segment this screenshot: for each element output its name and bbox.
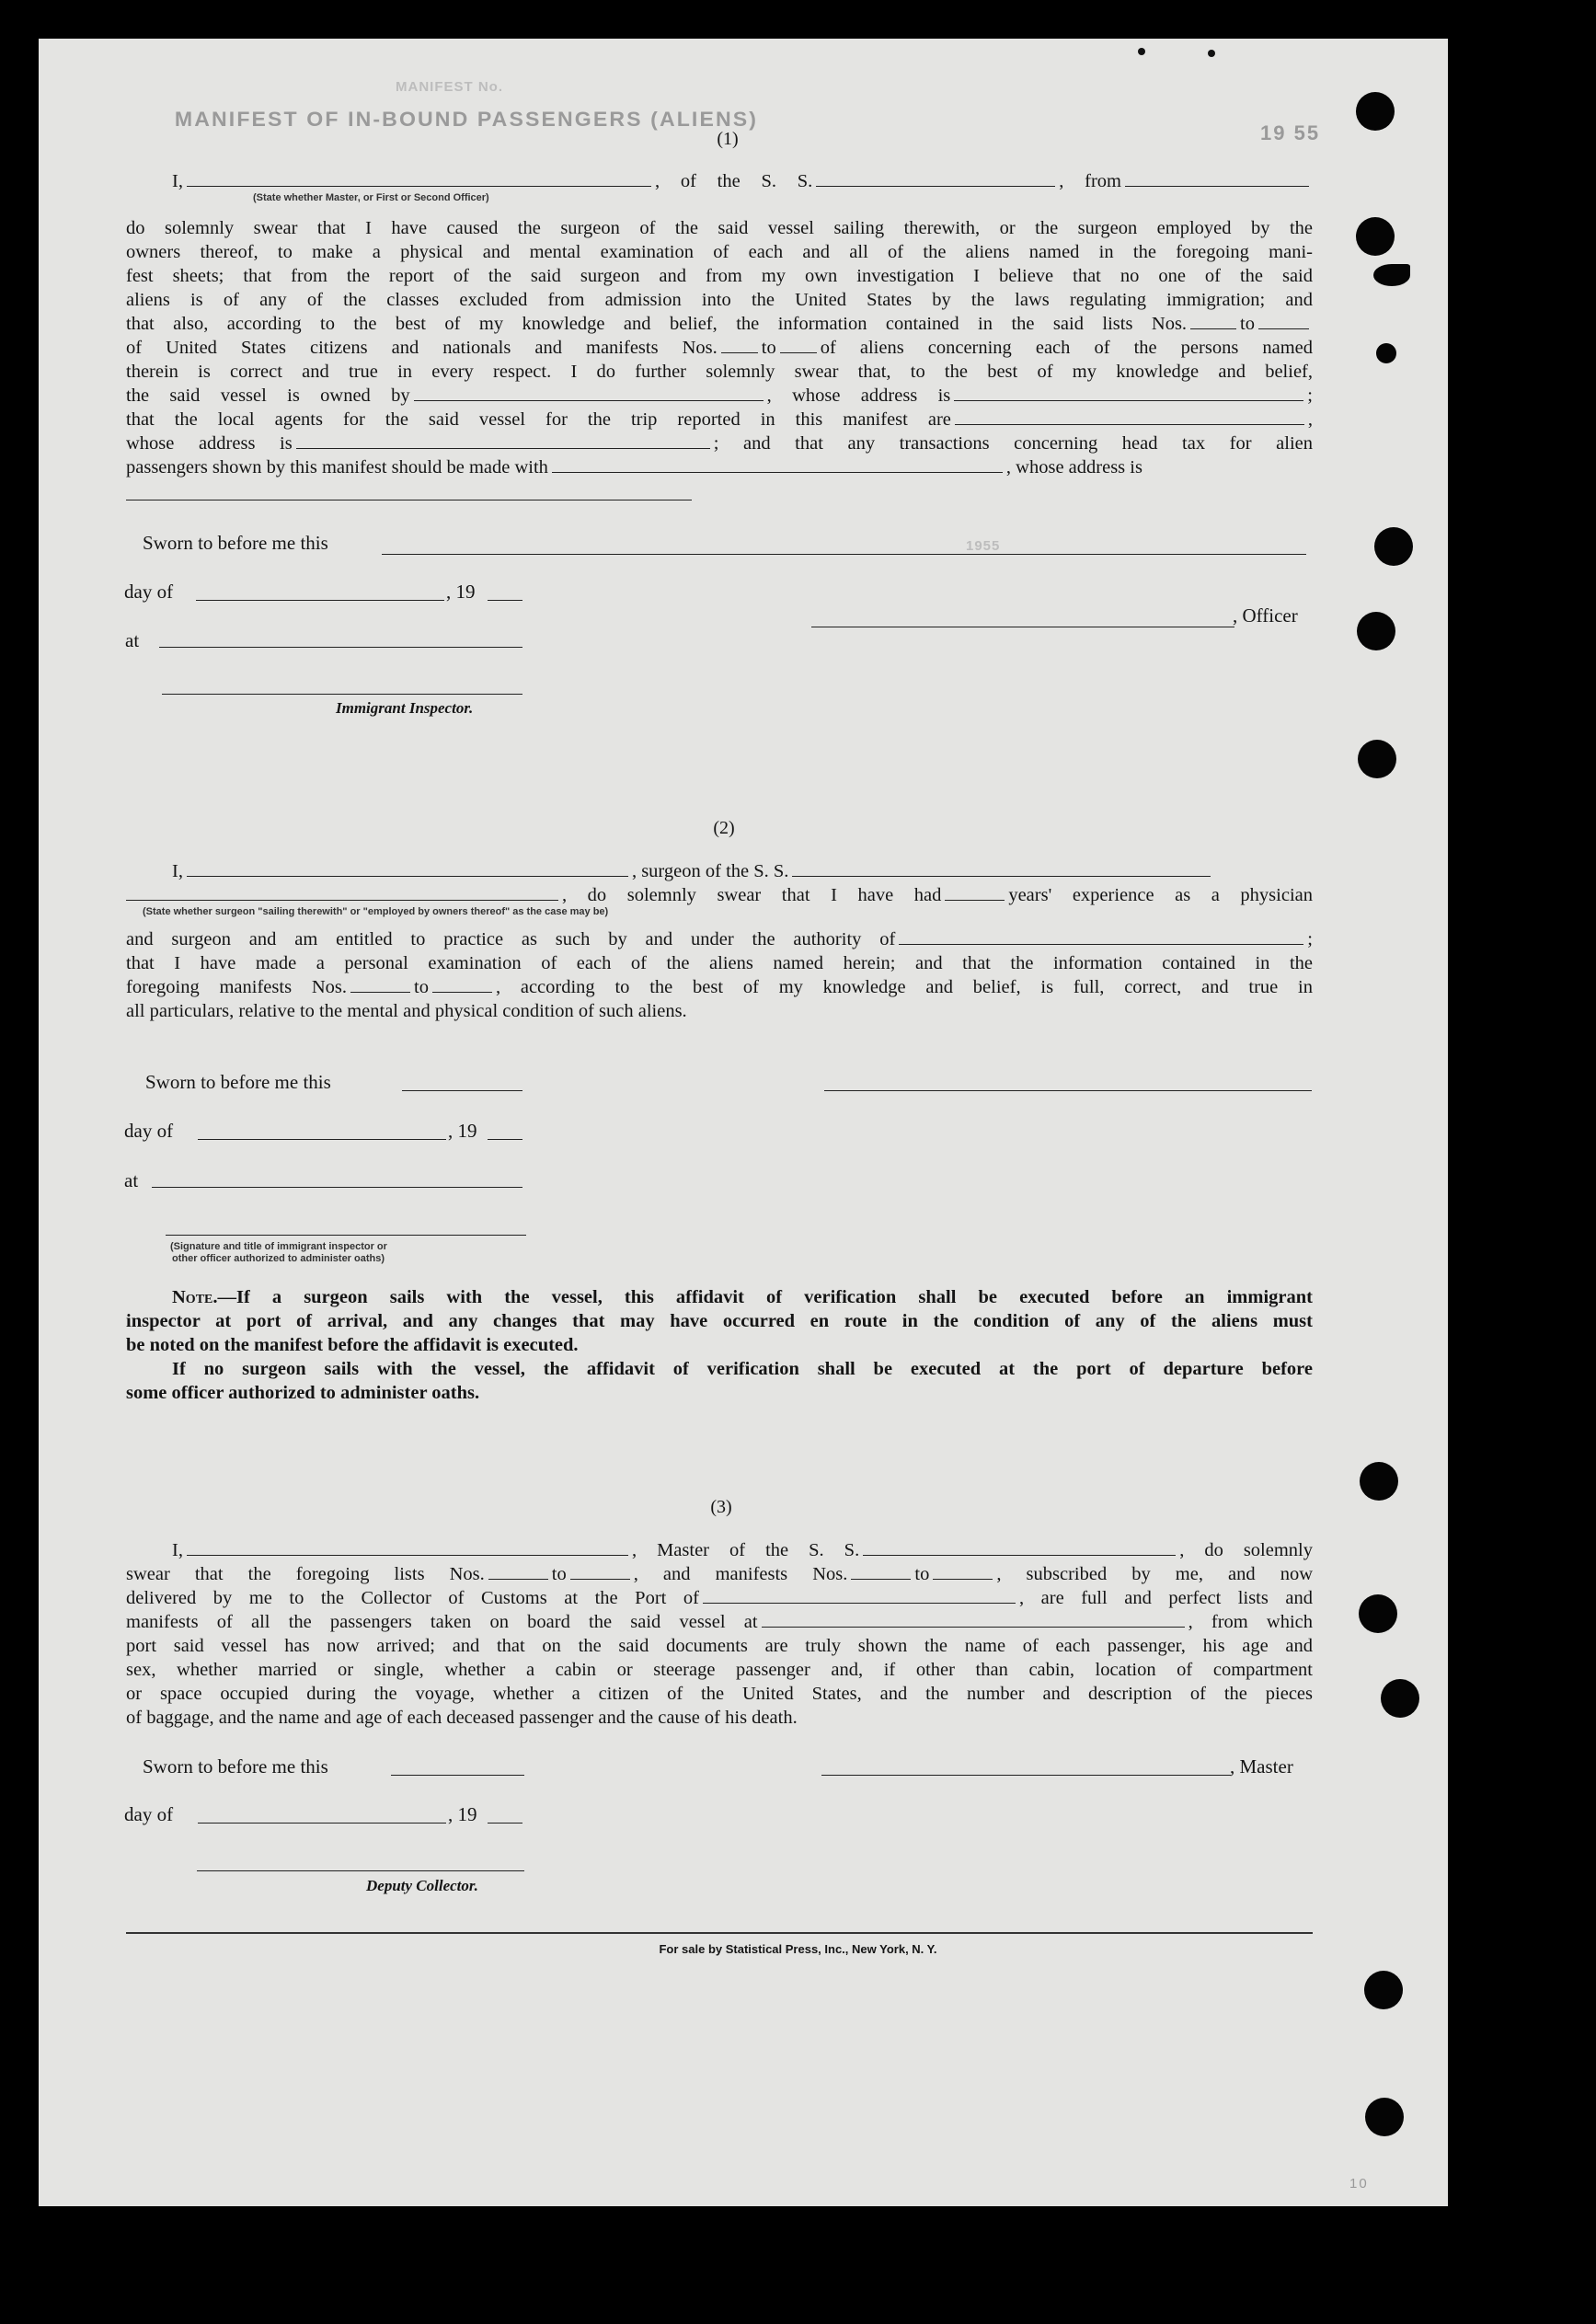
s1-day-of-label: day of (124, 581, 174, 603)
binding-hole (1381, 1679, 1419, 1718)
s3-day-field[interactable] (198, 1823, 446, 1824)
s3-manifests-from-field[interactable] (851, 1563, 911, 1580)
binding-hole (1359, 1594, 1397, 1633)
s3-lists-from-field[interactable] (488, 1563, 548, 1580)
s1-year-field[interactable] (488, 600, 522, 601)
inspector-caption: Immigrant Inspector. (336, 699, 474, 717)
note-line-4: If no surgeon sails with the vessel, the affidavit of verification shall be executed at the port of departure before (172, 1359, 1313, 1379)
s1-year-label: , 19 (446, 581, 476, 603)
printer-imprint: For sale by Statistical Press, Inc., New York, N. Y. (659, 1942, 937, 1956)
s1-line-4: fest sheets; that from the report of the said surgeon and from my own investigation I believe that no one of the said (126, 266, 1313, 286)
s2-sworn-label: Sworn to before me this (145, 1071, 331, 1093)
binding-hole (1356, 92, 1395, 131)
ghost-header-banner: MANIFEST OF IN-BOUND PASSENGERS (ALIENS) (174, 108, 759, 131)
s1-sworn-label: Sworn to before me this (143, 532, 328, 554)
officer-label: , Officer (1233, 604, 1298, 627)
s3-vessel-field[interactable] (863, 1539, 1176, 1556)
s3-line-5: port said vessel has now arrived; and that on the said documents are truly shown the name of each passenger, his age and (126, 1636, 1313, 1656)
s3-sworn-date-field[interactable] (391, 1775, 524, 1776)
s1-line-7: of United States citizens and nationals and manifests Nos. to of aliens concerning each of the persons named (126, 338, 1314, 358)
s2-line-2: , do solemnly swear that I have had years' experience as a physician (126, 883, 1313, 908)
signature-caption-1: (Signature and title of immigrant inspector or (170, 1241, 387, 1252)
inspector-signature-field-2[interactable] (166, 1235, 526, 1236)
edge-dot (1138, 48, 1145, 55)
s3-line-6: sex, whether married or single, whether a cabin or steerage passenger and, if other than cabin, location of compartment (126, 1660, 1313, 1680)
s2-sworn-date-field[interactable] (402, 1090, 522, 1091)
practice-authority-field[interactable] (899, 928, 1303, 945)
surgeon-signature-field[interactable] (824, 1090, 1312, 1091)
binding-hole (1373, 264, 1410, 286)
s1-day-field[interactable] (196, 600, 444, 601)
section-1-number: (1) (717, 129, 739, 149)
ghost-year-stamp: 19 55 (1260, 121, 1321, 144)
binding-hole (1360, 1462, 1398, 1501)
edge-dot (1208, 50, 1215, 57)
s3-sworn-label: Sworn to before me this (143, 1755, 328, 1778)
s2-day-of-label: day of (124, 1120, 174, 1142)
note-line-2: inspector at port of arrival, and any changes that may have occurred en route in the condition of any of the aliens must (126, 1311, 1313, 1331)
customs-port-field[interactable] (703, 1587, 1016, 1604)
s3-year-label: , 19 (448, 1803, 477, 1825)
s3-line-7: or space occupied during the voyage, whether a citizen of the United States, and the number and description of the pieces (126, 1684, 1313, 1704)
s2-line-6: all particulars, relative to the mental and physical condition of such aliens. (126, 1001, 687, 1021)
s2-line-3: and surgeon and am entitled to practice as such by and under the authority of ; (126, 929, 1313, 949)
inspector-signature-field[interactable] (162, 694, 522, 695)
port-from-field[interactable] (1125, 170, 1309, 187)
section-2-number: (2) (713, 818, 735, 838)
master-label: , Master (1230, 1755, 1293, 1778)
page-mark: 10 (1349, 2176, 1369, 2192)
surgeon-name-field[interactable] (187, 860, 628, 877)
collector-signature-field[interactable] (197, 1870, 524, 1871)
s3-line-1: I, , Master of the S. S. , do solemnly (172, 1540, 1313, 1560)
s1-line-10: that the local agents for the said vessel for the trip reported in this manifest are , (126, 409, 1313, 430)
lists-from-field[interactable] (1190, 313, 1236, 329)
s2-vessel-field[interactable] (792, 860, 1211, 877)
officer-name-field[interactable] (187, 170, 651, 187)
s2-day-field[interactable] (198, 1139, 446, 1140)
master-name-field[interactable] (187, 1539, 628, 1556)
s2-at-field[interactable] (152, 1187, 522, 1188)
note-line-5: some officer authorized to administer oaths. (126, 1383, 480, 1403)
vessel-name-field[interactable] (816, 170, 1055, 187)
s3-line-8: of baggage, and the name and age of each deceased passenger and the cause of his death. (126, 1708, 798, 1728)
manifests-to-field[interactable] (780, 337, 817, 353)
s1-at-label: at (125, 629, 140, 651)
s1-line-2: do solemnly swear that I have caused the surgeon of the said vessel sailing therewith, or the surgeon employed by the (126, 218, 1313, 238)
binding-hole (1356, 217, 1395, 256)
s1-at-field[interactable] (159, 647, 522, 648)
surgeon-caption: (State whether surgeon "sailing therewith" or "employed by owners thereof" as the case may be) (143, 906, 609, 917)
collector-caption: Deputy Collector. (366, 1877, 478, 1894)
binding-hole (1364, 1971, 1403, 2009)
surgeon-status-field[interactable] (126, 884, 558, 901)
s2-line-1: I, , surgeon of the S. S. (126, 859, 1313, 884)
agents-address-field[interactable] (296, 432, 710, 449)
embark-port-field[interactable] (762, 1611, 1185, 1628)
s2-year-field[interactable] (488, 1139, 522, 1140)
owner-address-field[interactable] (954, 385, 1303, 401)
ghost-date-stamp: 1955 (966, 538, 1001, 554)
note-line-1: Note.—If a surgeon sails with the vessel, this affidavit of verification shall be executed before an immigrant (172, 1287, 1313, 1307)
binding-hole (1374, 527, 1413, 566)
s3-manifests-to-field[interactable] (933, 1563, 993, 1580)
s3-line-3: delivered by me to the Collector of Customs at the Port of , are full and perfect lists and (126, 1588, 1313, 1608)
owner-field[interactable] (414, 385, 764, 401)
s1-line-12: passengers shown by this manifest should be made with , whose address is (126, 457, 1142, 477)
s3-year-field[interactable] (488, 1823, 522, 1824)
master-caption: (State whether Master, or First or Second Officer) (253, 192, 489, 203)
s2-at-label: at (124, 1169, 139, 1191)
s1-line-5: aliens is of any of the classes excluded from admission into the United States by the laws regulating immigration; and (126, 290, 1313, 310)
local-agents-field[interactable] (955, 408, 1304, 425)
s3-lists-to-field[interactable] (570, 1563, 630, 1580)
s2-year-label: , 19 (448, 1120, 477, 1142)
s1-line-6: that also, according to the best of my knowledge and belief, the information contained in the said lists Nos. to (126, 312, 1313, 337)
ghost-manifest-label: MANIFEST No. (396, 79, 503, 95)
s3-day-of-label: day of (124, 1803, 174, 1825)
s3-line-2: swear that the foregoing lists Nos. to , and manifests Nos. to , subscribed by me, and now (126, 1564, 1313, 1584)
head-tax-agent-field[interactable] (552, 456, 1003, 473)
s1-line-3: owners thereof, to make a physical and mental examination of each and all of the aliens named in the foregoing mani- (126, 242, 1313, 262)
binding-hole (1376, 343, 1396, 363)
signature-caption-2: other officer authorized to administer oaths) (172, 1253, 385, 1264)
s3-line-4: manifests of all the passengers taken on board the said vessel at , from which (126, 1612, 1314, 1632)
binding-hole (1365, 2098, 1404, 2136)
binding-hole (1357, 612, 1395, 650)
s1-line-11: whose address is ; and that any transactions concerning head tax for alien (126, 433, 1313, 454)
s1-line-9: the said vessel is owned by , whose address is ; (126, 385, 1313, 406)
s1-line-8: therein is correct and true in every respect. I do further solemnly swear that, to the best of my knowledge and belief, (126, 362, 1313, 382)
binding-hole (1358, 740, 1396, 778)
s2-manifests-from-field[interactable] (350, 976, 410, 993)
lists-to-field[interactable] (1258, 313, 1309, 329)
s1-line-1: I, , of the S. S. , from (126, 169, 1313, 194)
footer-rule (126, 1932, 1313, 1934)
s1-sworn-date-field[interactable] (382, 554, 1306, 555)
s2-line-4: that I have made a personal examination of each of the aliens named herein; and that the information contained in the (126, 953, 1313, 973)
master-signature-field[interactable] (821, 1775, 1231, 1776)
years-experience-field[interactable] (945, 884, 1005, 901)
manifests-from-field[interactable] (721, 337, 758, 353)
section-3-number: (3) (710, 1497, 732, 1517)
s2-line-5: foregoing manifests Nos. to , according to the best of my knowledge and belief, is full, correct, and true in (126, 977, 1313, 997)
note-line-3: be noted on the manifest before the affidavit is executed. (126, 1335, 579, 1355)
s2-manifests-to-field[interactable] (432, 976, 492, 993)
